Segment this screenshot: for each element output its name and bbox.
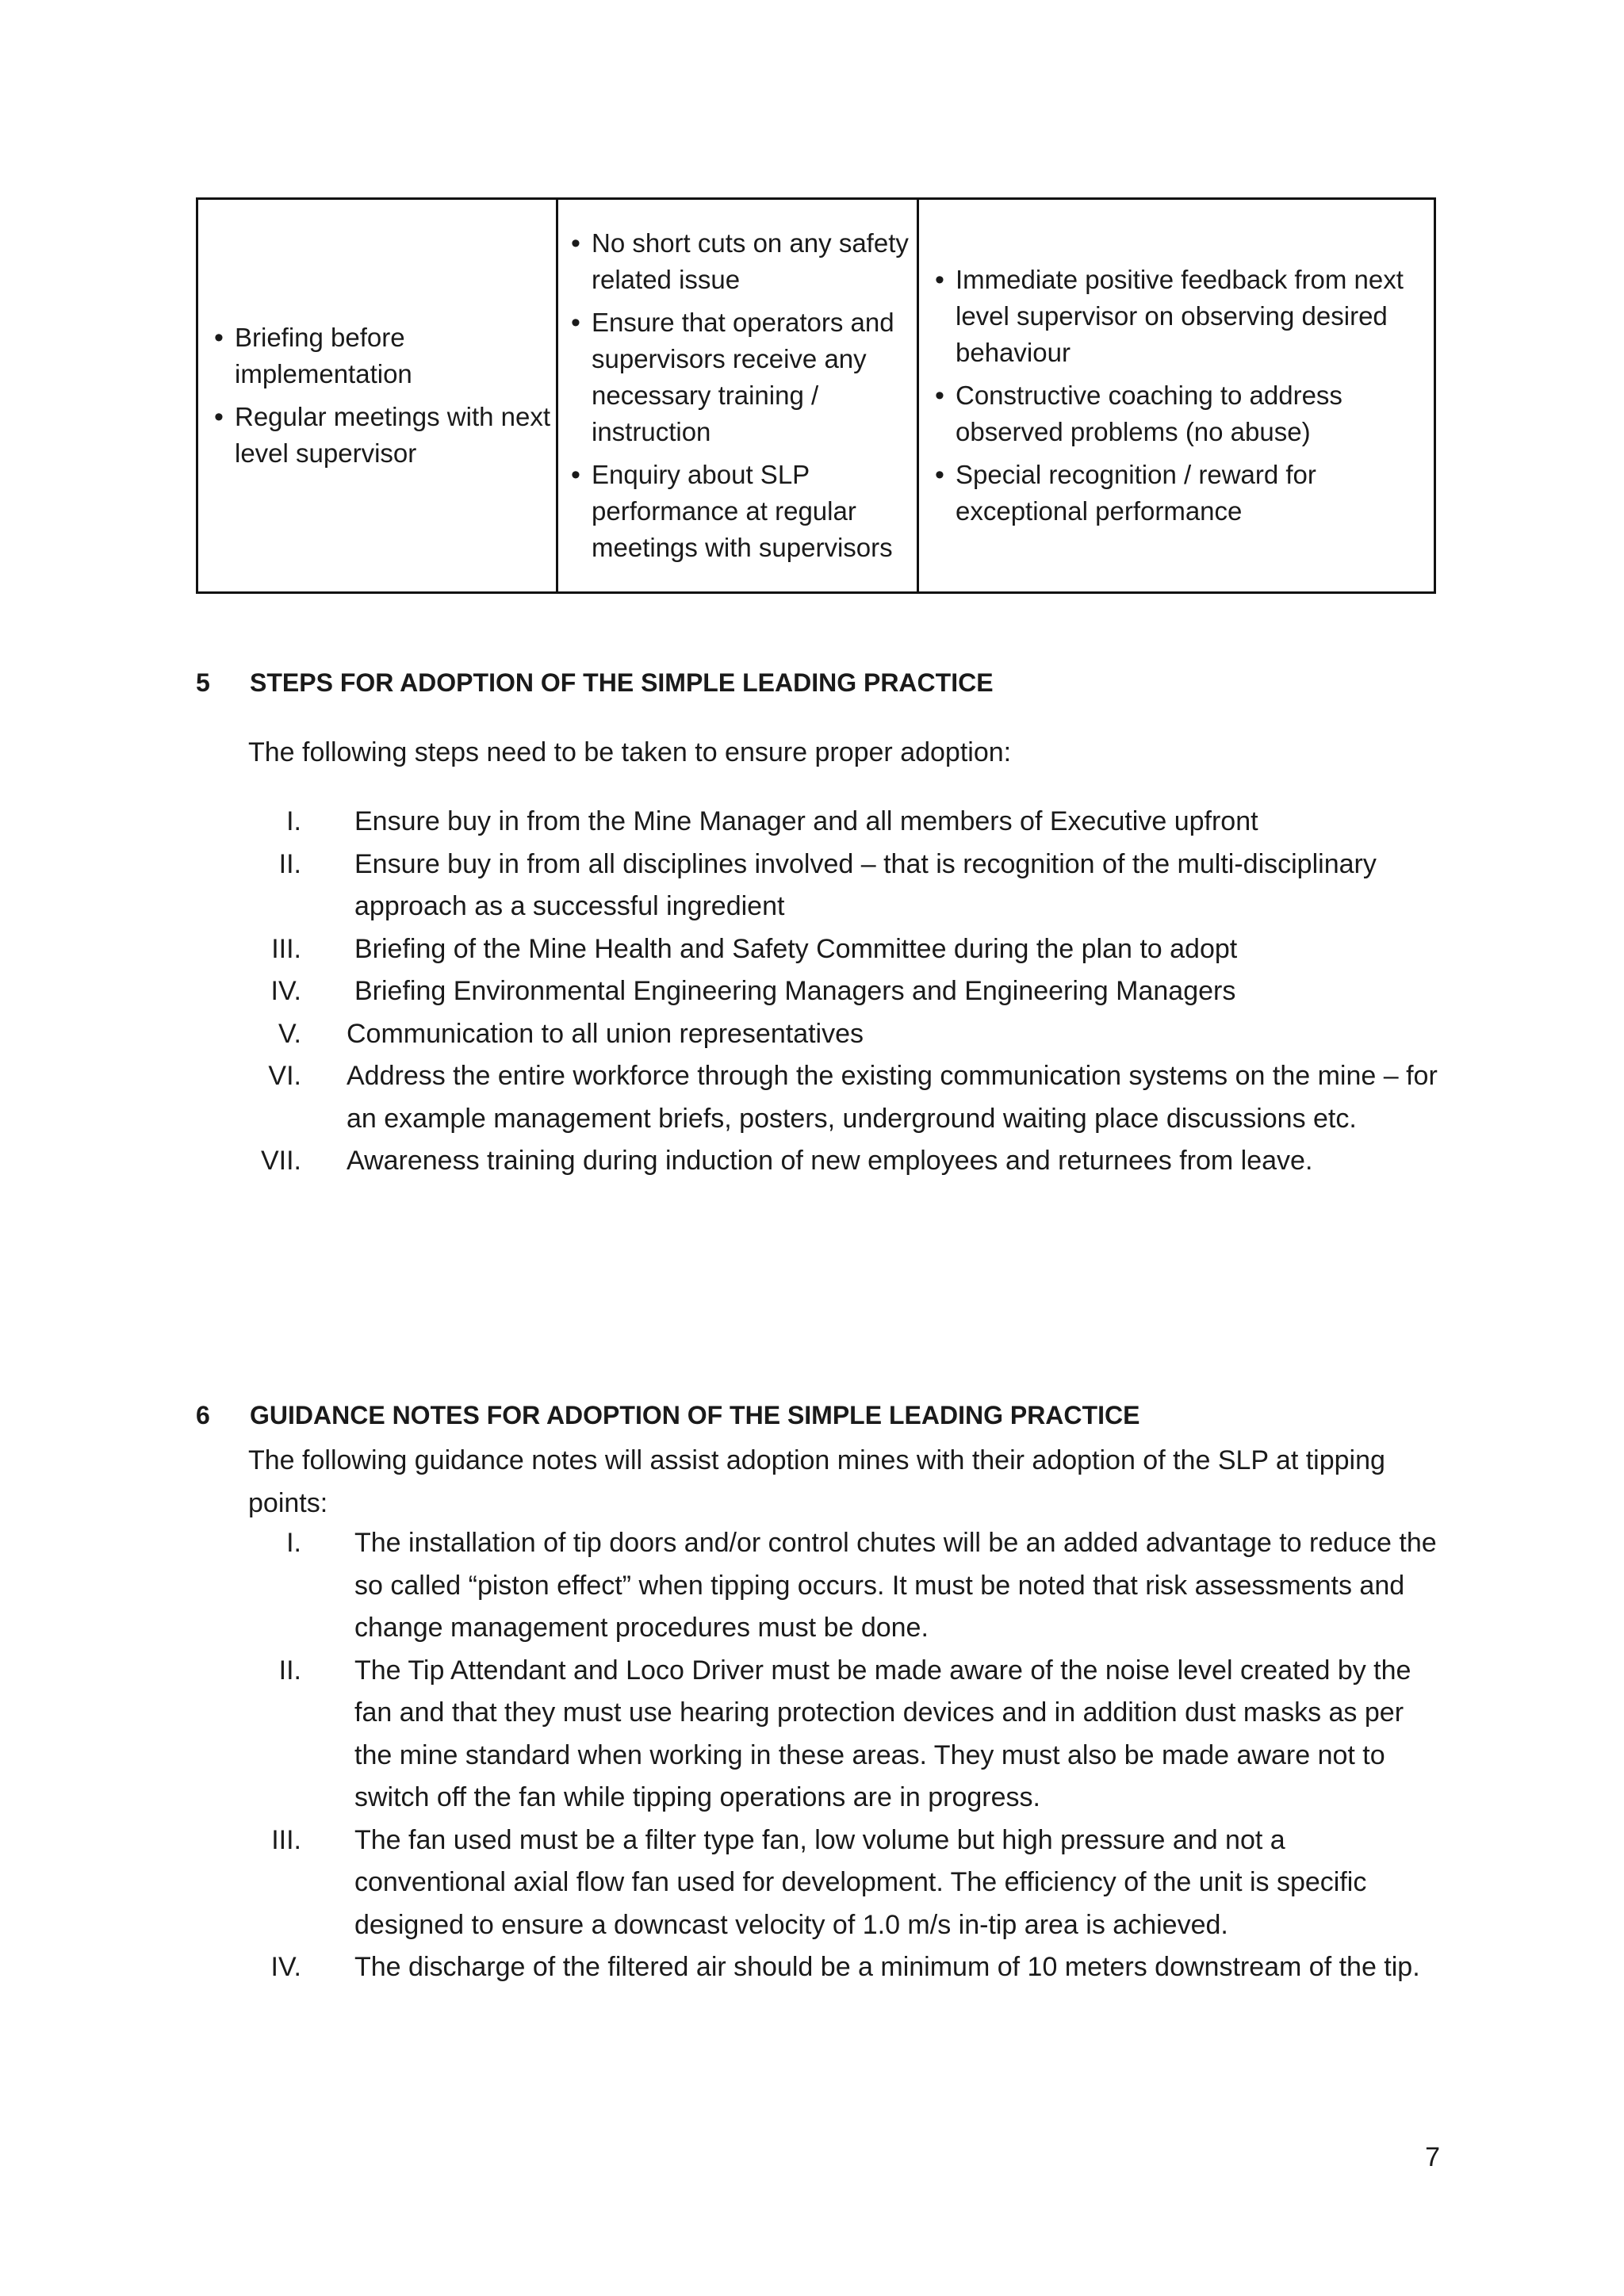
- table-column-3: [919, 200, 1434, 591]
- list-numeral: V.: [278, 1018, 301, 1049]
- list-item: [206, 928, 1443, 971]
- list-numeral: I.: [286, 1528, 301, 1558]
- section-6-heading: [196, 1399, 1139, 1431]
- guidance-notes-list: [206, 1522, 1443, 1989]
- list-text: Briefing of the Mine Health and Safety Committee during the plan to adopt: [354, 933, 1238, 964]
- list-item: [206, 1650, 1443, 1820]
- list-numeral: IV.: [270, 1952, 301, 1982]
- table-bullet: • Ensure that operators and supervisors receive any necessary training / instruction: [571, 304, 917, 450]
- list-item: [206, 801, 1443, 844]
- section-5-intro: The following steps need to be taken to ensure proper adoption:: [248, 737, 1012, 767]
- list-numeral: III.: [271, 1824, 301, 1855]
- section-6-intro: The following guidance notes will assist adoption mines with their adoption of the SLP at tipping points:: [248, 1445, 1385, 1518]
- list-numeral: III.: [271, 933, 301, 964]
- table-bullet: • Immediate positive feedback from next level supervisor on observing desired behaviour: [935, 262, 1434, 371]
- table-bullet: • Briefing before implementation: [214, 320, 556, 392]
- list-text: Address the entire workforce through the existing communication systems on the mine – for an example management briefs, posters, underground waiting place discussions etc.: [347, 1061, 1438, 1134]
- list-item: [206, 1140, 1443, 1183]
- list-text: The installation of tip doors and/or control chutes will be an added advantage to reduce the so called “piston effect” when tipping occurs. It must be noted that risk assessments and change management procedures must be done.: [354, 1528, 1437, 1643]
- list-item: [206, 1522, 1443, 1650]
- adoption-steps-list: [206, 801, 1443, 1183]
- section-title: GUIDANCE NOTES FOR ADOPTION OF THE SIMPLE LEADING PRACTICE: [250, 1401, 1140, 1429]
- list-text: The discharge of the filtered air should be a minimum of 10 meters downstream of the tip.: [354, 1952, 1420, 1982]
- section-number: 6: [196, 1401, 210, 1429]
- practice-table: [196, 197, 1436, 594]
- list-text: The Tip Attendant and Loco Driver must be made aware of the noise level created by the fan and that they must use hearing protection devices and in addition dust masks as per the mine standard when working in these areas. They must also be made aware not to switch off the fan while tipping operations are in progress.: [354, 1655, 1411, 1812]
- list-item: [206, 844, 1443, 928]
- list-item: [206, 970, 1443, 1013]
- list-numeral: VI.: [268, 1061, 301, 1091]
- list-numeral: I.: [286, 806, 301, 836]
- page-number: 7: [1425, 2142, 1440, 2172]
- list-item: [206, 1013, 1443, 1056]
- list-text: Briefing Environmental Engineering Managers and Engineering Managers: [354, 976, 1236, 1006]
- section-5-heading: [196, 667, 994, 698]
- list-item: [206, 1946, 1443, 1989]
- list-text: Communication to all union representatives: [347, 1018, 864, 1049]
- list-text: The fan used must be a filter type fan, low volume but high pressure and not a conventional axial flow fan used for development. The efficiency of the unit is specific designed to ensure a downcast velocity of 1.0 m/s in-tip area is achieved.: [354, 1824, 1367, 1940]
- list-item: [206, 1055, 1443, 1140]
- table-column-2: [558, 200, 919, 591]
- table-column-1: [198, 200, 558, 591]
- list-numeral: IV.: [270, 976, 301, 1006]
- list-text: Awareness training during induction of new employees and returnees from leave.: [347, 1146, 1313, 1176]
- list-numeral: VII.: [260, 1146, 301, 1176]
- section-title: STEPS FOR ADOPTION OF THE SIMPLE LEADING PRACTICE: [250, 668, 994, 697]
- section-number: 5: [196, 668, 210, 697]
- table-bullet: • Constructive coaching to address observed problems (no abuse): [935, 377, 1434, 450]
- list-text: Ensure buy in from the Mine Manager and all members of Executive upfront: [354, 806, 1258, 836]
- table-bullet: • Special recognition / reward for exceptional performance: [935, 457, 1434, 530]
- table-bullet: • Enquiry about SLP performance at regular meetings with supervisors: [571, 457, 917, 566]
- list-numeral: II.: [278, 848, 301, 879]
- list-text: Ensure buy in from all disciplines involved – that is recognition of the multi-disciplinary approach as a successful ingredient: [354, 848, 1377, 921]
- list-item: [206, 1820, 1443, 1947]
- table-bullet: • Regular meetings with next level supervisor: [214, 399, 556, 472]
- list-numeral: II.: [278, 1655, 301, 1686]
- table-bullet: • No short cuts on any safety related issue: [571, 225, 917, 298]
